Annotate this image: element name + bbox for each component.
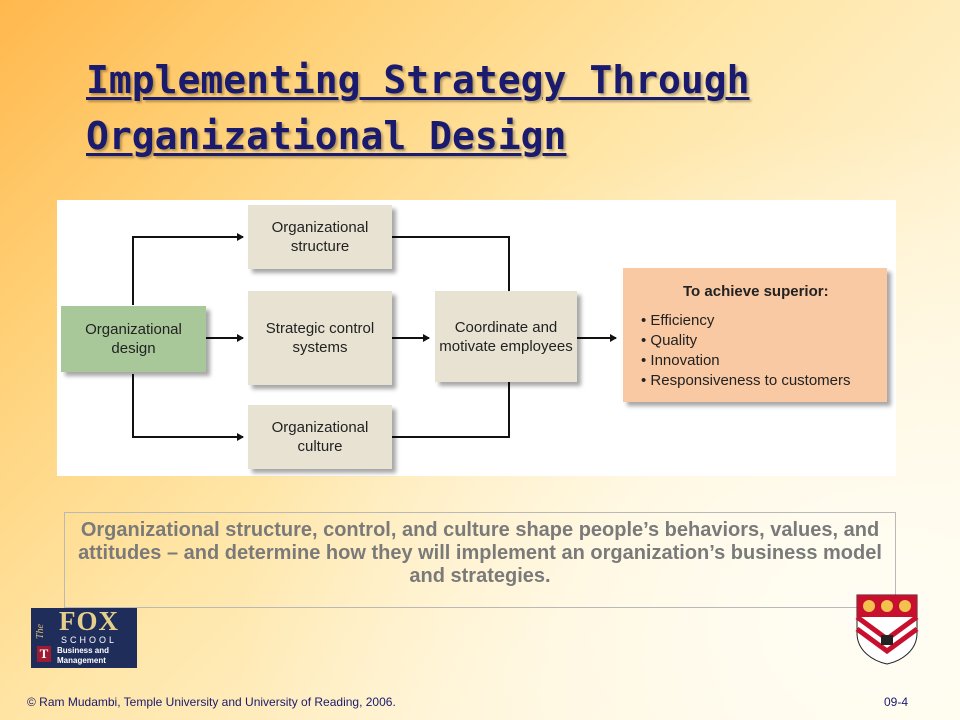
outcome-box — [623, 268, 887, 402]
fox-logo-school: SCHOOL — [61, 635, 118, 645]
fox-logo-bm: Business and Management — [57, 646, 110, 665]
arrow-design-to-culture — [133, 374, 243, 437]
footer-copyright: © Ram Mudambi, Temple University and University of Reading, 2006. — [27, 695, 396, 709]
structure-box — [248, 205, 392, 269]
outcome-item: • Responsiveness to customers — [641, 371, 851, 391]
coordinate-box — [435, 291, 577, 382]
coordinate-label: Coordinate and motivate employees — [439, 318, 573, 355]
arrow-design-to-structure — [133, 237, 243, 305]
structure-label: Organizational structure — [271, 219, 369, 255]
outcome-item: • Quality — [641, 331, 851, 351]
outcome-item: • Efficiency — [641, 311, 851, 331]
footer-slide-number: 09-4 — [883, 695, 908, 709]
fox-logo-name: FOX — [59, 608, 119, 636]
outcome-list — [641, 311, 851, 391]
fox-logo-the: The — [35, 624, 46, 639]
outcome-item: • Innovation — [641, 351, 851, 371]
control-label: Strategic control systems — [265, 320, 375, 356]
reading-university-crest-icon — [855, 593, 919, 665]
culture-box — [248, 405, 392, 469]
temple-t-icon: T — [37, 646, 51, 662]
slide-caption: Organizational structure, control, and culture shape people’s behaviors, values, and attitudes – and determine how they will implement an organization’s business model and strategies. — [64, 512, 896, 608]
culture-label: Organizational culture — [271, 419, 369, 455]
control-box — [248, 291, 392, 385]
fox-school-logo — [31, 608, 137, 668]
design-box — [61, 306, 206, 372]
design-label: Organizational design — [85, 321, 182, 357]
strategy-design-diagram — [57, 200, 896, 476]
slide-title: Implementing Strategy Through Organizational Design — [86, 58, 750, 158]
outcome-heading: To achieve superior: — [683, 283, 829, 300]
